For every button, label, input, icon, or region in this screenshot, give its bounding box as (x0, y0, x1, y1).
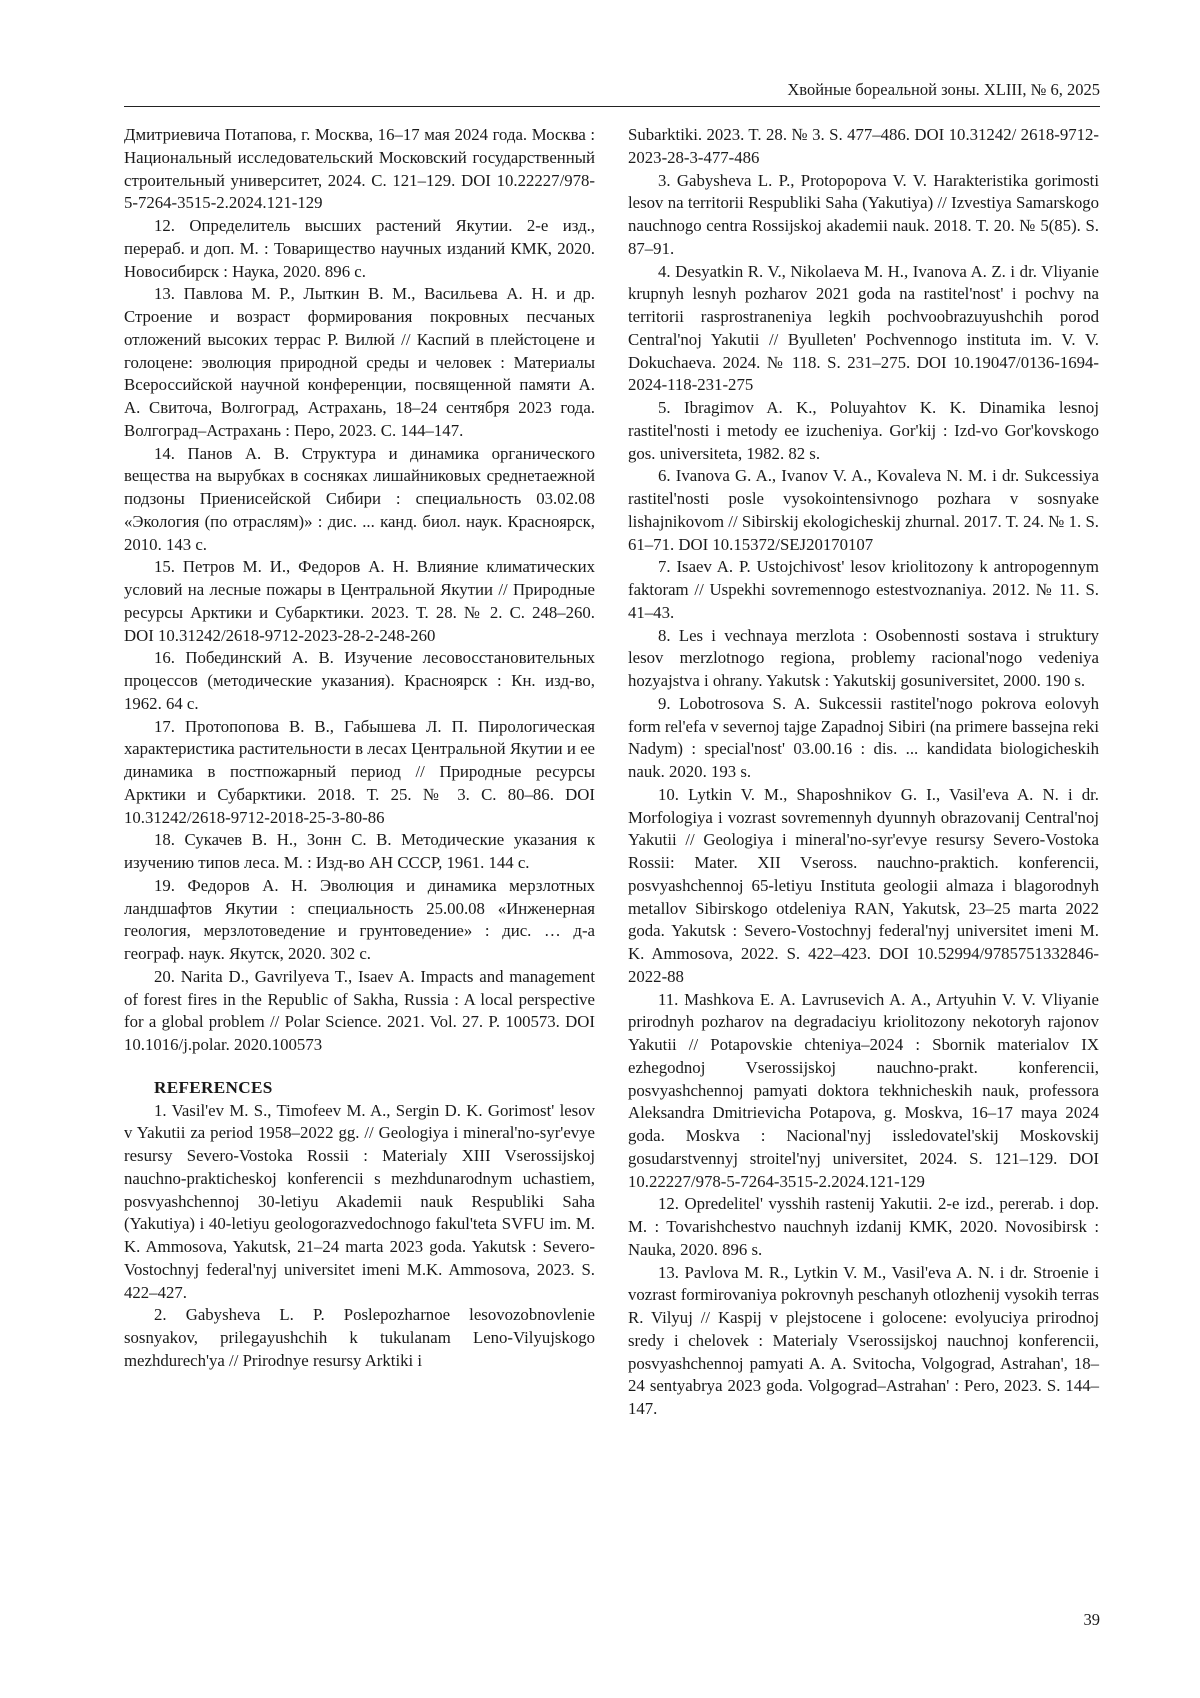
reference-entry: 6. Ivanova G. A., Ivanov V. A., Kovaleva N. M. i dr. Sukcessiya rastitel'nosti posle vysokointensivnogo pozhara v sosnyake lishajnikovom // Sibirskij ekologicheskij zhurnal. 2017. T. 24. № 1. S. 61–71. DOI 10.15372/SEJ20170107 (628, 466, 1099, 554)
reference-entry: 7. Isaev A. P. Ustojchivost' lesov kriolitozony k antropogennym faktoram // Uspekhi sovremennogo estestvoznaniya. 2012. № 11. S. 41–43. (628, 557, 1099, 622)
reference-entry: Subarktiki. 2023. T. 28. № 3. S. 477–486. DOI 10.31242/ 2618-9712-2023-28-3-477-486 (628, 125, 1099, 167)
reference-entry: 5. Ibragimov A. K., Poluyahtov K. K. Dinamika lesnoj rastitel'nosti i metody ee izucheniya. Gor'kij : Izd-vo Gor'kovskogo gos. universiteta, 1982. 82 s. (628, 398, 1099, 463)
page-number: 39 (1083, 1610, 1100, 1629)
reference-entry: 8. Les i vechnaya merzlota : Osobennosti sostava i struktury lesov merzlotnogo regiona, problemy racional'nogo vedeniya hozyajstva i ohrany. Yakutsk : Yakutskij gosuniversitet, 2000. 190 s. (628, 625, 1099, 690)
reference-entry: 20. Narita D., Gavrilyeva T., Isaev A. Impacts and management of forest fires in the Republic of Sakha, Russia : A local perspective for a global problem // Polar Science. 2021. Vol. 27. P. 100573. DOI 10.1016/j.polar. 2020.100573 (124, 966, 595, 1054)
reference-entry: 13. Pavlova M. R., Lytkin V. M., Vasil'eva A. N. i dr. Stroenie i vozrast formirovaniya pokrovnyh peschanyh otlozhenij vysokih terras R. Vilyuj // Kaspij v plejstocene i golocene: evolyuciya prirodnoj sredy i chelovek : Materialy Vserossijskoj nauchnoj konferencii, posvyashchennoj pamyati A. A. Svitocha, Volgograd, Astrahan', 18–24 sentyabrya 2023 goda. Volgograd–Astrahan' : Pero, 2023. S. 144–147. (628, 1262, 1099, 1418)
references-heading: REFERENCES (154, 1077, 273, 1097)
reference-entry: 2. Gabysheva L. P. Poslepozharnoe lesovozobnovlenie sosnyakov, prilegayushchih k tukulanam Leno-Vilyujskogo mezhdurech'ya // Prirodnye resursy Arktiki i (124, 1305, 595, 1370)
right-column (628, 124, 1099, 1421)
reference-entry: 11. Mashkova E. A. Lavrusevich A. A., Artyuhin V. V. Vliyanie prirodnyh pozharov na degradaciyu kriolitozony nekotoryh rajonov Yakutii // Potapovskie chteniya–2024 : Sbornik materialov IX ezhegodnoj Vserossijskoj nauchno-prakt. konferencii, posvyashchennoj pamyati doktora tekhnicheskih nauk, professora Aleksandra Dmitrievicha Potapova, g. Moskva, 16–17 maya 2024 goda. Moskva : Nacional'nyj issledovatel'skij Moskovskij gosudarstvennyj stroitel'nyj universitet, 2024. S. 121–129. DOI 10.22227/978-5-7264-3515-2.2024.121-129 (628, 989, 1099, 1191)
reference-entry: 19. Федоров А. Н. Эволюция и динамика мерзлотных ландшафтов Якутии : специальность 25.00.08 «Инженерная геология, мерзлотоведение и грунтоведение» : дис. … д-а географ. наук. Якутск, 2020. 302 с. (124, 875, 595, 963)
reference-entry: 3. Gabysheva L. P., Protopopova V. V. Harakteristika gorimosti lesov na territorii Respubliki Saha (Yakutiya) // Izvestiya Samarskogo nauchnogo centra Rossijskoj akademii nauk. 2018. T. 20. № 5(85). S. 87–91. (628, 170, 1099, 258)
reference-entry: 10. Lytkin V. M., Shaposhnikov G. I., Vasil'eva A. N. i dr. Morfologiya i vozrast sovremennyh dyunnyh obrazovanij Central'noj Yakutii // Geologiya i mineral'no-syr'evye resursy Severo-Vostoka Rossii: Mater. XII Vseross. nauchno-praktich. konferencii, posvyashchennoj 65-letiyu Instituta geologii almaza i blagorodnyh metallov Sibirskogo otdeleniya RAN, Yakutsk, 23–25 marta 2022 goda. Yakutsk : Severo-Vostochnyj federal'nyj universitet imeni M. K. Ammosova, 2022. S. 422–423. DOI 10.52994/9785751332846-2022-88 (628, 784, 1099, 986)
reference-entry: 12. Opredelitel' vysshih rastenij Yakutii. 2-e izd., pererab. i dop. M. : Tovarishchestvo nauchnyh izdanij KMK, 2020. Novosibirsk : Nauka, 2020. 896 s. (628, 1194, 1099, 1259)
journal-header: Хвойные бореальной зоны. XLIII, № 6, 2025 (787, 80, 1100, 99)
reference-entry: 18. Сукачев В. Н., Зонн С. В. Методические указания к изучению типов леса. М. : Изд-во АН СССР, 1961. 144 с. (124, 830, 595, 872)
reference-entry: 16. Побединский А. В. Изучение лесовосстановительных процессов (методические указания). Красноярск : Кн. изд-во, 1962. 64 с. (124, 648, 595, 713)
reference-entry: 15. Петров М. И., Федоров А. Н. Влияние климатических условий на лесные пожары в Центральной Якутии // Природные ресурсы Арктики и Субарктики. 2023. Т. 28. № 2. С. 248–260. DOI 10.31242/2618-9712-2023-28-2-248-260 (124, 557, 595, 645)
reference-entry: 9. Lobotrosova S. A. Sukcessii rastitel'nogo pokrova eolovyh form rel'efa v severnoj tajge Zapadnoj Sibiri (na primere bassejna reki Nadym) : special'nost' 03.00.16 : dis. ... kandidata biologicheskih nauk. 2020. 193 s. (628, 693, 1099, 781)
reference-entry: Дмитриевича Потапова, г. Москва, 16–17 мая 2024 года. Москва : Национальный исследовательский Московский государственный строительный университет, 2024. С. 121–129. DOI 10.22227/978-5-7264-3515-2.2024.121-129 (124, 125, 595, 213)
reference-entry: 13. Павлова М. Р., Лыткин В. М., Васильева А. Н. и др. Строение и возраст формирования покровных песчаных отложений высоких террас Р. Вилюй // Каспий в плейстоцене и голоцене: эволюция природной среды и человек : Материалы Всероссийской научной конференции, посвященной памяти А. А. Свиточа, Волгоград, Астрахань, 18–24 сентября 2023 года. Волгоград–Астрахань : Перо, 2023. С. 144–147. (124, 284, 595, 440)
reference-entry: 4. Desyatkin R. V., Nikolaeva M. H., Ivanova A. Z. i dr. Vliyanie krupnyh lesnyh pozharov 2021 goda na rastitel'nost' i pochvy na territorii rasprostraneniya legkih pochvoobrazuyushchih porod Central'noj Yakutii // Byulleten' Pochvennogo instituta im. V. V. Dokuchaeva. 2024. № 118. S. 231–275. DOI 10.19047/0136-1694-2024-118-231-275 (628, 261, 1099, 395)
header-rule (124, 106, 1100, 107)
reference-entry: 12. Определитель высших растений Якутии. 2-е изд., перераб. и доп. М. : Товарищество научных изданий КМК, 2020. Новосибирск : Наука, 2020. 896 с. (124, 216, 595, 281)
left-column (124, 124, 595, 1373)
reference-entry: 1. Vasil'ev M. S., Timofeev M. A., Sergin D. K. Gorimost' lesov v Yakutii za period 1958–2022 gg. // Geologiya i mineral'no-syr'evye resursy Severo-Vostoka Rossii : Materialy XIII Vserossijskoj nauchno-prakticheskoj konferencii s mezhdunarodnym uchastiem, posvyashchennoj 30-letiyu Akademii nauk Respubliki Saha (Yakutiya) i 40-letiyu geologorazvedochnogo fakul'teta SVFU im. M. K. Ammosova, Yakutsk, 21–24 marta 2023 goda. Yakutsk : Severo-Vostochnyj federal'nyj universitet imeni M.K. Ammosova, 2023. S. 422–427. (124, 1100, 595, 1302)
reference-entry: 14. Панов А. В. Структура и динамика органического вещества на вырубках в сосняках лишайниковых среднетаежной подзоны Приенисейской Сибири : специальность 03.02.08 «Экология (по отраслям)» : дис. ... канд. биол. наук. Красноярск, 2010. 143 с. (124, 443, 595, 554)
reference-entry: 17. Протопопова В. В., Габышева Л. П. Пирологическая характеристика растительности в лесах Центральной Якутии и ее динамика в постпожарный период // Природные ресурсы Арктики и Субарктики. 2018. Т. 25. № 3. С. 80–86. DOI 10.31242/2618-9712-2018-25-3-80-86 (124, 716, 595, 827)
